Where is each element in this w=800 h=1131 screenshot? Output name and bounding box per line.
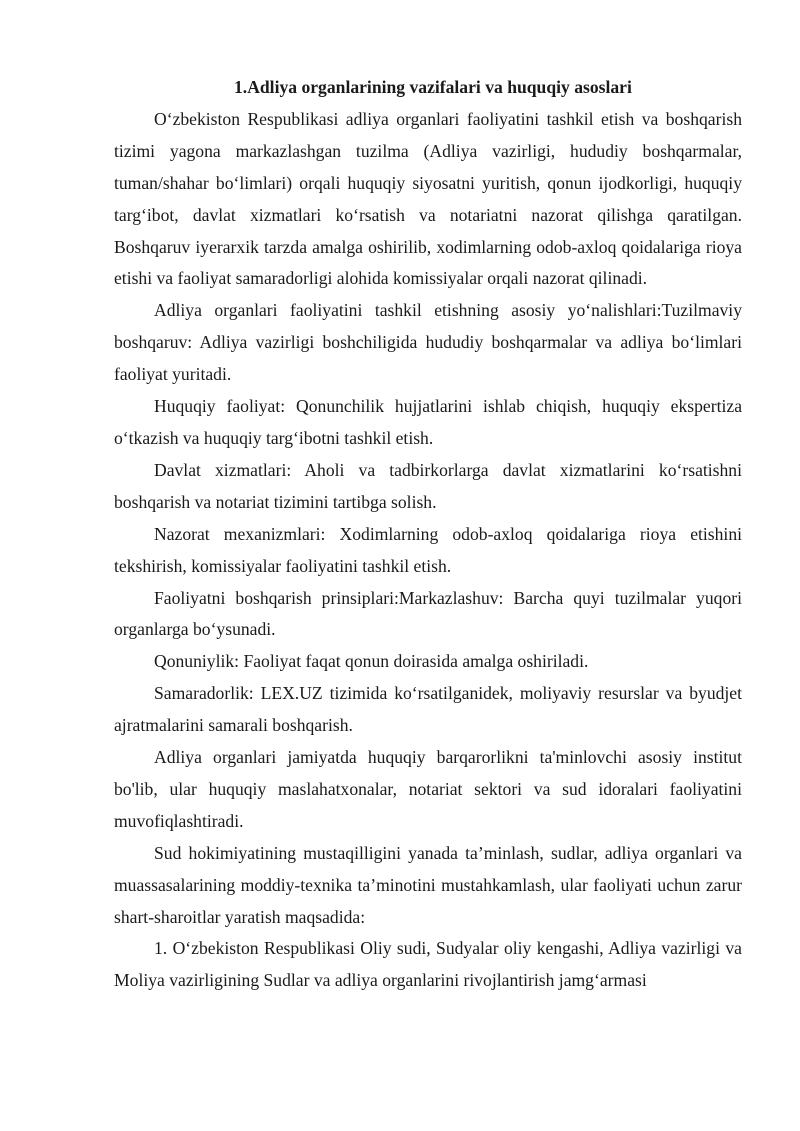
paragraph-asosiy-yonalishlar: Adliya organlari faoliyatini tashkil etishning asosiy yo‘nalishlari:Tuzilmaviy boshqaruv: Adliya vazirligi boshchiligida hududiy boshqarmalar va adliya bo‘limlari faoliyat yuritadi.	[114, 300, 742, 385]
paragraph-sud-hokimiyati: Sud hokimiyatining mustaqilligini yanada ta’minlash, sudlar, adliya organlari va muassasalarining moddiy-texnika ta’minotini mustahkamlash, ular faoliyati uchun zarur shart-sharoitlar yaratish maqsadida:	[114, 842, 742, 927]
paragraph-list-item-1: 1. O‘zbekiston Respublikasi Oliy sudi, Sudyalar oliy kengashi, Adliya vazirligi va Moliya vazirligining Sudlar va adliya organlarini rivojlantirish jamg‘armasi	[114, 938, 742, 991]
paragraph-tashkil-etish: O‘zbekiston Respublikasi adliya organlari faoliyatini tashkil etish va boshqarish tizimi yagona markazlashgan tuzilma (Adliya vazirligi, hududiy boshqarmalar, tuman/shahar bo‘limlari) orqali huquqiy siyosatni yuritish, qonun ijodkorligi, huquqiy targ‘ibot, davlat xizmatlari ko‘rsatish va notariatni nazorat qilishga qaratilgan. Boshqaruv iyerarxik tarzda amalga oshirilib, xodimlarning odob-axloq qoidalariga rioya etishi va faoliyat samaradorligi alohida komissiyalar orqali nazorat qilinadi.	[114, 108, 742, 289]
document-body	[114, 72, 742, 997]
section-title: 1.Adliya organlarining vazifalari va huquqiy asoslari	[234, 77, 632, 97]
paragraph-huquqiy-faoliyat: Huquqiy faoliyat: Qonunchilik hujjatlarini ishlab chiqish, huquqiy ekspertiza o‘tkazish va huquqiy targ‘ibotni tashkil etish.	[114, 396, 742, 448]
paragraph-davlat-xizmatlari: Davlat xizmatlari: Aholi va tadbirkorlarga davlat xizmatlarini ko‘rsatishni boshqarish va notariat tizimini tartibga solish.	[114, 459, 742, 512]
paragraph-adliya-institut: Adliya organlari jamiyatda huquqiy barqarorlikni ta'minlovchi asosiy institut bo'lib, ular huquqiy maslahatxonalar, notariat sektori va sud idoralari faoliyatini muvofiqlashtiradi.	[114, 747, 742, 831]
paragraph-nazorat-mexanizmlari: Nazorat mexanizmlari: Xodimlarning odob-axloq qoidalariga rioya etishini tekshirish, komissiyalar faoliyatini tashkil etish.	[114, 523, 742, 576]
paragraph-samaradorlik: Samaradorlik: LEX.UZ tizimida ko‘rsatilganidek, moliyaviy resurslar va byudjet ajratmalarini samarali boshqarish.	[114, 683, 742, 736]
paragraph-boshqarish-prinsiplari: Faoliyatni boshqarish prinsiplari:Markazlashuv: Barcha quyi tuzilmalar yuqori organlarga bo‘ysunadi.	[114, 587, 742, 640]
paragraph-qonuniylik: Qonuniylik: Faoliyat faqat qonun doirasida amalga oshiriladi.	[154, 651, 589, 672]
